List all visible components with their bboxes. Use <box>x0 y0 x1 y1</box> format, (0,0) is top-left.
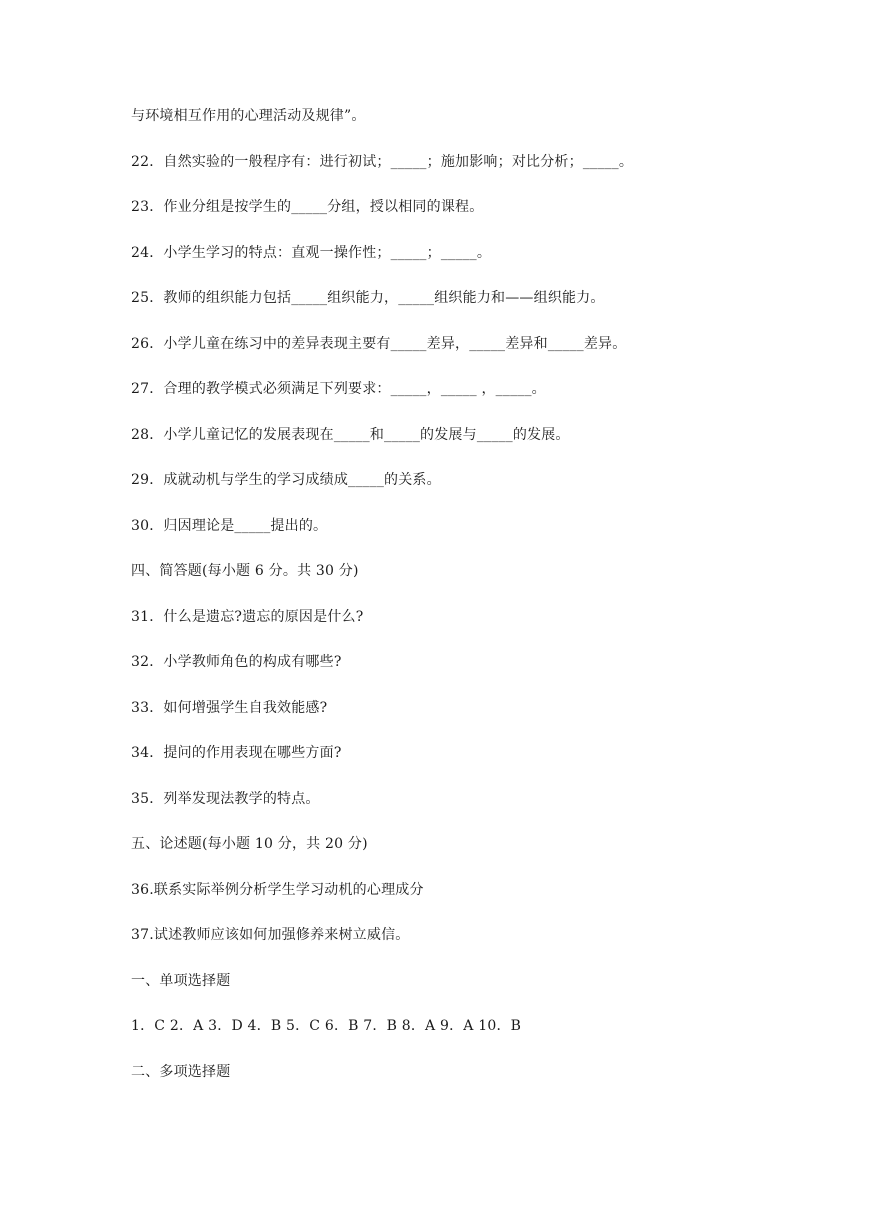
question-30: 30．归因理论是_____提出的。 <box>131 518 328 534</box>
question-33: 33．如何增强学生自我效能感? <box>131 700 328 716</box>
answer-key-single-choice: 1．C 2．A 3．D 4．B 5．C 6．B 7．B 8．A 9．A 10．B <box>131 1018 522 1034</box>
question-31: 31．什么是遗忘?遗忘的原因是什么? <box>131 609 364 625</box>
question-32: 32．小学教师角色的构成有哪些? <box>131 654 342 670</box>
text-line-continuation: 与环境相互作用的心理活动及规律”。 <box>131 108 366 124</box>
question-27: 27．合理的教学模式必须满足下列要求：_____，_____ ，_____。 <box>131 381 546 397</box>
question-36: 36.联系实际举例分析学生学习动机的心理成分 <box>131 882 424 898</box>
section-heading-short-answer: 四、简答题(每小题 6 分。共 30 分) <box>131 563 359 579</box>
question-22: 22．自然实验的一般程序有：进行初试；_____；施加影响；对比分析；_____。 <box>131 154 634 170</box>
answer-heading-multiple-choice: 二、多项选择题 <box>131 1064 231 1080</box>
question-28: 28．小学儿童记忆的发展表现在_____和_____的发展与_____的发展。 <box>131 427 570 443</box>
question-37: 37.试述教师应该如何加强修养来树立威信。 <box>131 927 410 943</box>
section-heading-essay: 五、论述题(每小题 10 分，共 20 分) <box>131 836 368 852</box>
question-24: 24．小学生学习的特点：直观一操作性；_____；_____。 <box>131 245 492 261</box>
question-29: 29．成就动机与学生的学习成绩成_____的关系。 <box>131 472 441 488</box>
question-25: 25．教师的组织能力包括_____组织能力，_____组织能力和——组织能力。 <box>131 290 605 306</box>
question-35: 35．列举发现法教学的特点。 <box>131 791 320 807</box>
question-26: 26．小学儿童在练习中的差异表现主要有_____差异，_____差异和_____差异。 <box>131 336 627 352</box>
answer-heading-single-choice: 一、单项选择题 <box>131 973 231 989</box>
question-34: 34．提问的作用表现在哪些方面? <box>131 745 342 761</box>
question-23: 23．作业分组是按学生的_____分组，授以相同的课程。 <box>131 199 484 215</box>
